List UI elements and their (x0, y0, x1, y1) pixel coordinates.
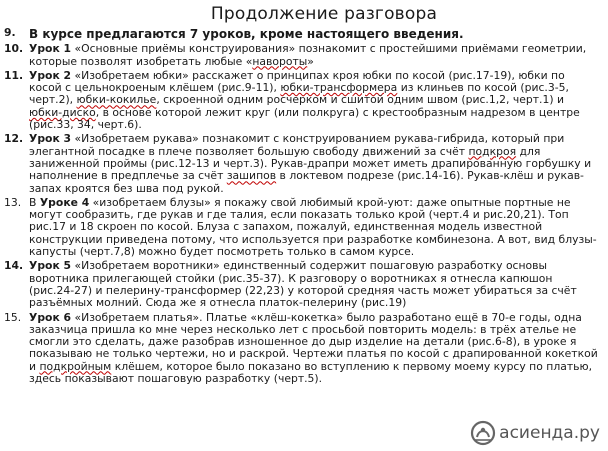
lesson-title: Урок 6 (29, 310, 72, 324)
lesson-list (0, 27, 608, 385)
text-fragment: В (29, 195, 40, 209)
asienda-logo-icon (470, 420, 496, 446)
text-fragment: клёшем, которое было показано во вступлению к первому моему курсу по платью, здесь показывают пошаговую разработку (черт.5). (29, 359, 593, 386)
page-title: Продолжение разговора (210, 4, 438, 24)
item-text (29, 197, 608, 258)
item-number: 9. (4, 26, 16, 39)
text-fragment: «Изобретаем платья». Платье «клёш-кокетка» было разработано ещё в 70-е годы, одна заказчица пришла ко мне через несколько лет с просьбой повторить модель: в трёх ателье не смогли это сделать, даже разобрав изношенное до дыр изделие на детали (рис.6-8), в уроке я показываю не только чертежи, но и раскрой. Чертежи платья по косой с драпированной кокеткой и (29, 310, 598, 373)
intro-text: В курсе предлагаются 7 уроков, кроме настоящего введения. (29, 27, 464, 41)
text-fragment: «изобретаем блузы» я покажу свой любимый крой-уют: даже опытные портные не могут сообразить, где рукав и где талия, если показать только крой (черт.4 и рис.20,21). Топ рис.17 и 18 скроен по косой. Блуза с запахом, пожалуй, единственная модель известной конструкции приведена потому, что используется при разработке комбинезона. А вот, вид блузы-капусты (черт.7,8) можно будет посмотреть только в самом курсе. (29, 195, 597, 259)
item-number: 12. (4, 132, 24, 146)
text-fragment: , в основе которой лежит круг (или полкруга) с крестообразным надрезом в центре (рис.33, 34, черт.6). (29, 105, 580, 132)
item-number: 13. (4, 195, 22, 209)
text-fragment: «Изобретаем воротники» единственный содержит пошаговую разработку основы воротника прилегающей стойки (рис.35-37). К разговору о воротниках я отнесла капюшон (рис.24-27) и пелерину-трансформер (22,23) у которой средняя часть может убираться за счёт разъёмных молний. Сюда же я отнесла платок-пелерину (рис.19) (29, 259, 577, 310)
item-number: 15. (4, 310, 22, 324)
marked-word: подкроя (468, 144, 517, 158)
item-text (29, 27, 608, 41)
item-number: 11. (4, 68, 24, 82)
item-text (29, 70, 608, 131)
marked-word: юбки-диско (29, 105, 96, 119)
lesson-title: Уроке 4 (39, 195, 90, 209)
text-fragment: , скроенной одним росчерком и сшитой одним швом (рис.1,2, черт.1) и (156, 93, 564, 107)
list-item (0, 312, 608, 386)
item-text (29, 312, 608, 386)
marked-word: подкройным (39, 359, 112, 373)
lesson-title: Урок 2 (29, 68, 72, 82)
text-fragment: » (307, 54, 314, 68)
item-text (29, 133, 608, 194)
marked-word: юбки-трансформера (280, 81, 398, 95)
lesson-title: Урок 5 (29, 259, 72, 273)
marked-word: юбки-кокилье (76, 93, 157, 107)
text-fragment: для заниженной проймы (рис.12-13 и черт.3). Рукав-драпри может иметь драпированную горбушку и наполнение в предплечье за счёт (29, 144, 592, 183)
watermark (470, 420, 600, 446)
list-item (0, 260, 608, 309)
item-text (29, 43, 608, 68)
text-fragment: из клиньев по косой (рис.3-5, черт.2), (29, 81, 569, 107)
list-item (0, 27, 608, 41)
text-fragment: «Изобретаем рукава» познакомит с конструированием рукава-гибрида, который при элегантной посадке в плече позволяет большую свободу движений за счёт (29, 132, 565, 158)
text-fragment: в локтевом подрезе (рис.14-16). Рукав-клёш и рукав-запах кроятся без шва под рукой. (29, 169, 584, 195)
marked-word: зашипов (226, 169, 277, 183)
watermark-text: асиенда.ру (499, 423, 600, 443)
list-item (0, 197, 608, 258)
item-number: 10. (4, 42, 24, 56)
lesson-title: Урок 1 (29, 42, 72, 56)
text-fragment: «Основные приёмы конструирования» познакомит с простейшими приёмами геометрии, которые позволят изобретать любые « (29, 42, 587, 68)
item-number: 14. (4, 259, 24, 273)
marked-word: навороты (252, 54, 308, 68)
lesson-title: Урок 3 (29, 132, 72, 146)
list-item (0, 70, 608, 131)
text-fragment: «Изобретаем юбки» расскажет о принципах кроя юбки по косой (рис.17-19), юбки по косой с цельнокроеным клёшем (рис.9-11), (29, 68, 565, 95)
list-item (0, 43, 608, 68)
list-item (0, 133, 608, 194)
item-text (29, 260, 608, 309)
